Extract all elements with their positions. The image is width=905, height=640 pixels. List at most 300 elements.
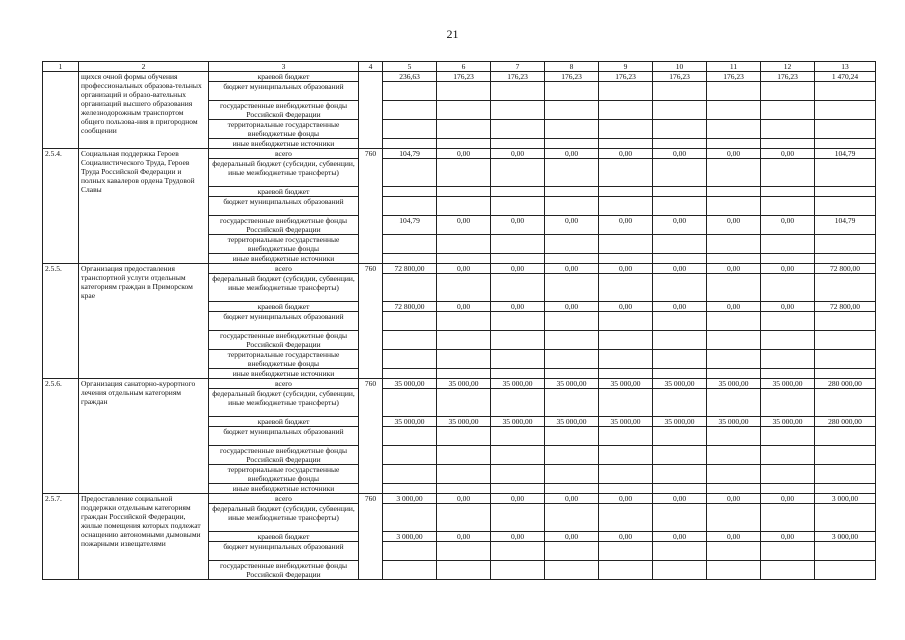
amount-cell	[653, 187, 707, 197]
amount-cell	[653, 82, 707, 101]
item-code: 2.5.4.	[43, 149, 79, 264]
amount-cell	[815, 82, 876, 101]
amount-cell: 35 000,00	[383, 379, 437, 389]
amount-cell: 0,00	[491, 149, 545, 159]
amount-cell: 0,00	[599, 216, 653, 235]
amount-cell: 72 800,00	[815, 264, 876, 274]
amount-cell	[545, 561, 599, 580]
amount-cell: 0,00	[437, 264, 491, 274]
item-name: Социальная поддержка Героев Социалистического Труда, Героев Труда Российской Федерации и полных кавалеров ордена Трудовой Славы	[79, 149, 209, 264]
amount-cell	[437, 446, 491, 465]
amount-cell	[653, 197, 707, 216]
amount-cell: 0,00	[599, 302, 653, 312]
amount-cell: 0,00	[491, 532, 545, 542]
amount-cell	[653, 369, 707, 379]
column-number: 3	[209, 62, 359, 72]
amount-cell: 0,00	[599, 494, 653, 504]
amount-cell: 72 800,00	[815, 302, 876, 312]
amount-cell	[761, 274, 815, 302]
amount-cell	[599, 159, 653, 187]
amount-cell	[815, 369, 876, 379]
amount-cell	[437, 187, 491, 197]
funding-source: государственные внебюджетные фонды Российской Федерации	[209, 216, 359, 235]
amount-cell	[383, 350, 437, 369]
amount-cell: 3 000,00	[815, 532, 876, 542]
amount-cell	[815, 274, 876, 302]
amount-cell	[437, 235, 491, 254]
amount-cell: 35 000,00	[707, 379, 761, 389]
amount-cell: 35 000,00	[437, 379, 491, 389]
amount-cell	[383, 561, 437, 580]
amount-cell: 35 000,00	[491, 379, 545, 389]
amount-cell	[653, 561, 707, 580]
funding-source: краевой бюджет	[209, 302, 359, 312]
amount-cell	[707, 139, 761, 149]
amount-cell: 35 000,00	[653, 417, 707, 427]
amount-cell	[653, 465, 707, 484]
amount-cell	[761, 187, 815, 197]
amount-cell	[599, 504, 653, 532]
column-number: 10	[653, 62, 707, 72]
amount-cell	[761, 312, 815, 331]
amount-cell	[653, 101, 707, 120]
amount-cell: 176,23	[707, 72, 761, 82]
amount-cell	[491, 561, 545, 580]
amount-cell	[437, 350, 491, 369]
table-row	[43, 379, 876, 389]
amount-cell	[545, 465, 599, 484]
column-number: 1	[43, 62, 79, 72]
amount-cell	[815, 561, 876, 580]
amount-cell	[707, 274, 761, 302]
item-name: щихся очной формы обучения профессиональных образова-тельных организаций и образо-вательных организаций высшего образования железнодорожным транспортом общего пользова-ния в пригородном сообщении	[79, 72, 209, 149]
amount-cell	[491, 504, 545, 532]
amount-cell	[491, 197, 545, 216]
amount-cell	[545, 274, 599, 302]
amount-cell	[383, 331, 437, 350]
amount-cell	[707, 504, 761, 532]
amount-cell	[707, 484, 761, 494]
amount-cell	[437, 369, 491, 379]
amount-cell	[653, 254, 707, 264]
column-number: 8	[545, 62, 599, 72]
amount-cell: 0,00	[707, 494, 761, 504]
funding-source: всего	[209, 494, 359, 504]
amount-cell	[437, 427, 491, 446]
amount-cell	[491, 312, 545, 331]
item-name: Организация предоставления транспортной услуги отдельным категориям граждан в Приморском крае	[79, 264, 209, 379]
amount-cell	[491, 235, 545, 254]
amount-cell: 0,00	[653, 264, 707, 274]
amount-cell: 0,00	[491, 264, 545, 274]
funding-source: бюджет муниципальных образований	[209, 82, 359, 101]
funding-source: территориальные государственные внебюджетные фонды	[209, 465, 359, 484]
amount-cell	[383, 542, 437, 561]
amount-cell	[599, 197, 653, 216]
amount-cell: 0,00	[707, 149, 761, 159]
funding-source: иные внебюджетные источники	[209, 254, 359, 264]
amount-cell	[707, 542, 761, 561]
funding-source: территориальные государственные внебюджетные фонды	[209, 120, 359, 139]
funding-source: иные внебюджетные источники	[209, 484, 359, 494]
amount-cell	[545, 254, 599, 264]
amount-cell	[761, 139, 815, 149]
amount-cell	[545, 159, 599, 187]
item-name: Организация санаторно-курортного лечения отдельным категориям граждан	[79, 379, 209, 494]
table-row	[43, 494, 876, 504]
amount-cell	[599, 312, 653, 331]
funding-source: краевой бюджет	[209, 72, 359, 82]
amount-cell	[545, 504, 599, 532]
amount-cell: 0,00	[545, 302, 599, 312]
amount-cell	[653, 427, 707, 446]
funding-source: бюджет муниципальных образований	[209, 312, 359, 331]
amount-cell	[383, 484, 437, 494]
amount-cell	[383, 120, 437, 139]
funding-source: иные внебюджетные источники	[209, 139, 359, 149]
amount-cell	[815, 331, 876, 350]
amount-cell: 35 000,00	[545, 379, 599, 389]
amount-cell: 176,23	[545, 72, 599, 82]
amount-cell: 0,00	[545, 149, 599, 159]
table-row	[43, 264, 876, 274]
funding-source: всего	[209, 149, 359, 159]
amount-cell	[545, 120, 599, 139]
funding-source: бюджет муниципальных образований	[209, 197, 359, 216]
amount-cell	[545, 312, 599, 331]
amount-cell	[491, 465, 545, 484]
funding-source: федеральный бюджет (субсидии, субвенции, иные межбюджетные трансферты)	[209, 389, 359, 417]
grbs-code: 760	[359, 264, 383, 379]
amount-cell	[761, 504, 815, 532]
funding-source: бюджет муниципальных образований	[209, 427, 359, 446]
funding-source: краевой бюджет	[209, 417, 359, 427]
amount-cell	[653, 504, 707, 532]
amount-cell	[761, 350, 815, 369]
table-row	[43, 149, 876, 159]
amount-cell	[815, 235, 876, 254]
amount-cell	[491, 389, 545, 417]
column-number: 2	[79, 62, 209, 72]
amount-cell	[383, 504, 437, 532]
amount-cell	[545, 235, 599, 254]
amount-cell	[491, 331, 545, 350]
column-number: 12	[761, 62, 815, 72]
amount-cell: 72 800,00	[383, 264, 437, 274]
amount-cell	[653, 446, 707, 465]
funding-source: краевой бюджет	[209, 187, 359, 197]
funding-source: государственные внебюджетные фонды Российской Федерации	[209, 101, 359, 120]
grbs-code: 760	[359, 149, 383, 264]
amount-cell	[491, 427, 545, 446]
funding-source: государственные внебюджетные фонды Российской Федерации	[209, 561, 359, 580]
amount-cell: 176,23	[653, 72, 707, 82]
funding-source: федеральный бюджет (субсидии, субвенции, иные межбюджетные трансферты)	[209, 504, 359, 532]
amount-cell	[599, 101, 653, 120]
amount-cell: 0,00	[761, 216, 815, 235]
amount-cell	[707, 350, 761, 369]
amount-cell	[815, 446, 876, 465]
amount-cell: 0,00	[545, 216, 599, 235]
amount-cell	[545, 101, 599, 120]
amount-cell	[761, 484, 815, 494]
amount-cell	[707, 82, 761, 101]
amount-cell	[815, 312, 876, 331]
amount-cell	[545, 187, 599, 197]
amount-cell	[761, 197, 815, 216]
amount-cell	[491, 484, 545, 494]
amount-cell	[437, 274, 491, 302]
amount-cell	[707, 369, 761, 379]
amount-cell	[707, 120, 761, 139]
amount-cell: 0,00	[599, 264, 653, 274]
amount-cell	[491, 350, 545, 369]
column-number: 13	[815, 62, 876, 72]
amount-cell	[545, 484, 599, 494]
amount-cell	[653, 542, 707, 561]
grbs-code	[359, 72, 383, 149]
amount-cell: 104,79	[383, 216, 437, 235]
amount-cell	[815, 120, 876, 139]
amount-cell	[491, 542, 545, 561]
amount-cell	[491, 274, 545, 302]
amount-cell	[707, 561, 761, 580]
amount-cell	[761, 120, 815, 139]
amount-cell: 0,00	[653, 532, 707, 542]
amount-cell	[761, 101, 815, 120]
amount-cell: 0,00	[761, 264, 815, 274]
amount-cell: 236,63	[383, 72, 437, 82]
item-code: 2.5.5.	[43, 264, 79, 379]
amount-cell	[761, 561, 815, 580]
amount-cell: 0,00	[545, 532, 599, 542]
amount-cell	[707, 427, 761, 446]
amount-cell	[599, 139, 653, 149]
amount-cell	[815, 197, 876, 216]
grbs-code: 760	[359, 379, 383, 494]
amount-cell	[815, 139, 876, 149]
amount-cell	[653, 484, 707, 494]
amount-cell	[707, 389, 761, 417]
amount-cell	[761, 427, 815, 446]
amount-cell	[815, 254, 876, 264]
amount-cell: 3 000,00	[383, 532, 437, 542]
amount-cell	[815, 484, 876, 494]
amount-cell	[599, 120, 653, 139]
amount-cell: 35 000,00	[545, 417, 599, 427]
amount-cell: 0,00	[653, 302, 707, 312]
amount-cell	[599, 389, 653, 417]
amount-cell: 35 000,00	[491, 417, 545, 427]
amount-cell	[653, 120, 707, 139]
amount-cell	[383, 139, 437, 149]
amount-cell	[383, 101, 437, 120]
amount-cell: 35 000,00	[383, 417, 437, 427]
amount-cell	[491, 446, 545, 465]
amount-cell: 176,23	[437, 72, 491, 82]
amount-cell	[437, 312, 491, 331]
funding-source: краевой бюджет	[209, 532, 359, 542]
amount-cell	[599, 542, 653, 561]
grbs-code: 760	[359, 494, 383, 580]
amount-cell: 3 000,00	[815, 494, 876, 504]
amount-cell	[599, 350, 653, 369]
column-number: 9	[599, 62, 653, 72]
amount-cell: 0,00	[707, 264, 761, 274]
item-code: 2.5.6.	[43, 379, 79, 494]
funding-source: иные внебюджетные источники	[209, 369, 359, 379]
amount-cell	[599, 561, 653, 580]
funding-source: государственные внебюджетные фонды Российской Федерации	[209, 446, 359, 465]
amount-cell	[761, 82, 815, 101]
amount-cell	[815, 465, 876, 484]
amount-cell: 72 800,00	[383, 302, 437, 312]
amount-cell	[707, 465, 761, 484]
amount-cell: 0,00	[437, 216, 491, 235]
amount-cell	[383, 369, 437, 379]
amount-cell	[653, 274, 707, 302]
budget-table	[42, 61, 876, 580]
amount-cell	[545, 542, 599, 561]
amount-cell	[707, 254, 761, 264]
amount-cell	[707, 312, 761, 331]
amount-cell	[545, 427, 599, 446]
amount-cell	[707, 235, 761, 254]
amount-cell	[599, 274, 653, 302]
amount-cell	[815, 187, 876, 197]
amount-cell	[707, 446, 761, 465]
amount-cell	[383, 254, 437, 264]
page-number: 21	[446, 27, 459, 41]
table-row	[43, 72, 876, 82]
amount-cell	[599, 82, 653, 101]
column-number: 7	[491, 62, 545, 72]
amount-cell	[437, 542, 491, 561]
funding-source: бюджет муниципальных образований	[209, 542, 359, 561]
funding-source: территориальные государственные внебюджетные фонды	[209, 235, 359, 254]
amount-cell	[761, 389, 815, 417]
amount-cell: 104,79	[815, 216, 876, 235]
amount-cell	[653, 312, 707, 331]
amount-cell	[707, 197, 761, 216]
amount-cell	[815, 389, 876, 417]
amount-cell: 3 000,00	[383, 494, 437, 504]
amount-cell	[761, 159, 815, 187]
amount-cell	[545, 350, 599, 369]
amount-cell	[815, 542, 876, 561]
amount-cell: 0,00	[653, 216, 707, 235]
amount-cell: 0,00	[761, 532, 815, 542]
amount-cell	[599, 465, 653, 484]
funding-source: всего	[209, 379, 359, 389]
amount-cell	[545, 82, 599, 101]
item-code	[43, 72, 79, 149]
amount-cell: 1 470,24	[815, 72, 876, 82]
amount-cell	[815, 159, 876, 187]
funding-source: территориальные государственные внебюджетные фонды	[209, 350, 359, 369]
amount-cell: 35 000,00	[761, 417, 815, 427]
amount-cell: 0,00	[707, 532, 761, 542]
amount-cell	[491, 187, 545, 197]
amount-cell	[437, 331, 491, 350]
amount-cell: 0,00	[437, 494, 491, 504]
column-number: 4	[359, 62, 383, 72]
funding-source: государственные внебюджетные фонды Российской Федерации	[209, 331, 359, 350]
amount-cell: 0,00	[761, 494, 815, 504]
amount-cell: 0,00	[491, 494, 545, 504]
item-name: Предоставление социальной поддержки отдельным категориям граждан Российской Федерации, жилые помещения которых подлежат оснащению автономными дымовыми пожарными извещателями	[79, 494, 209, 580]
amount-cell	[653, 139, 707, 149]
amount-cell	[545, 197, 599, 216]
amount-cell	[815, 427, 876, 446]
amount-cell	[815, 101, 876, 120]
amount-cell	[545, 389, 599, 417]
amount-cell: 0,00	[653, 149, 707, 159]
amount-cell	[599, 331, 653, 350]
amount-cell: 104,79	[383, 149, 437, 159]
amount-cell	[761, 235, 815, 254]
amount-cell	[437, 389, 491, 417]
amount-cell	[815, 350, 876, 369]
column-number: 11	[707, 62, 761, 72]
amount-cell	[383, 465, 437, 484]
amount-cell: 0,00	[761, 149, 815, 159]
amount-cell: 0,00	[491, 302, 545, 312]
amount-cell	[653, 389, 707, 417]
amount-cell: 0,00	[599, 149, 653, 159]
amount-cell: 0,00	[761, 302, 815, 312]
amount-cell: 35 000,00	[761, 379, 815, 389]
amount-cell	[761, 446, 815, 465]
funding-source: федеральный бюджет (субсидии, субвенции, иные межбюджетные трансферты)	[209, 274, 359, 302]
amount-cell: 35 000,00	[599, 379, 653, 389]
amount-cell: 0,00	[437, 532, 491, 542]
amount-cell	[491, 254, 545, 264]
amount-cell: 35 000,00	[653, 379, 707, 389]
amount-cell: 0,00	[707, 302, 761, 312]
amount-cell: 176,23	[599, 72, 653, 82]
amount-cell	[545, 331, 599, 350]
amount-cell	[707, 101, 761, 120]
amount-cell: 280 000,00	[815, 379, 876, 389]
amount-cell: 0,00	[545, 264, 599, 274]
amount-cell	[815, 504, 876, 532]
amount-cell	[599, 369, 653, 379]
amount-cell	[383, 197, 437, 216]
amount-cell	[599, 484, 653, 494]
amount-cell: 176,23	[491, 72, 545, 82]
amount-cell	[383, 446, 437, 465]
amount-cell	[437, 561, 491, 580]
amount-cell	[383, 312, 437, 331]
amount-cell: 280 000,00	[815, 417, 876, 427]
amount-cell	[761, 465, 815, 484]
amount-cell: 0,00	[653, 494, 707, 504]
amount-cell	[491, 369, 545, 379]
amount-cell: 176,23	[761, 72, 815, 82]
amount-cell	[491, 139, 545, 149]
amount-cell	[707, 331, 761, 350]
amount-cell	[437, 504, 491, 532]
amount-cell	[707, 159, 761, 187]
amount-cell: 104,79	[815, 149, 876, 159]
amount-cell: 0,00	[491, 216, 545, 235]
amount-cell	[437, 465, 491, 484]
amount-cell	[761, 369, 815, 379]
amount-cell	[437, 159, 491, 187]
amount-cell	[653, 235, 707, 254]
amount-cell	[761, 542, 815, 561]
